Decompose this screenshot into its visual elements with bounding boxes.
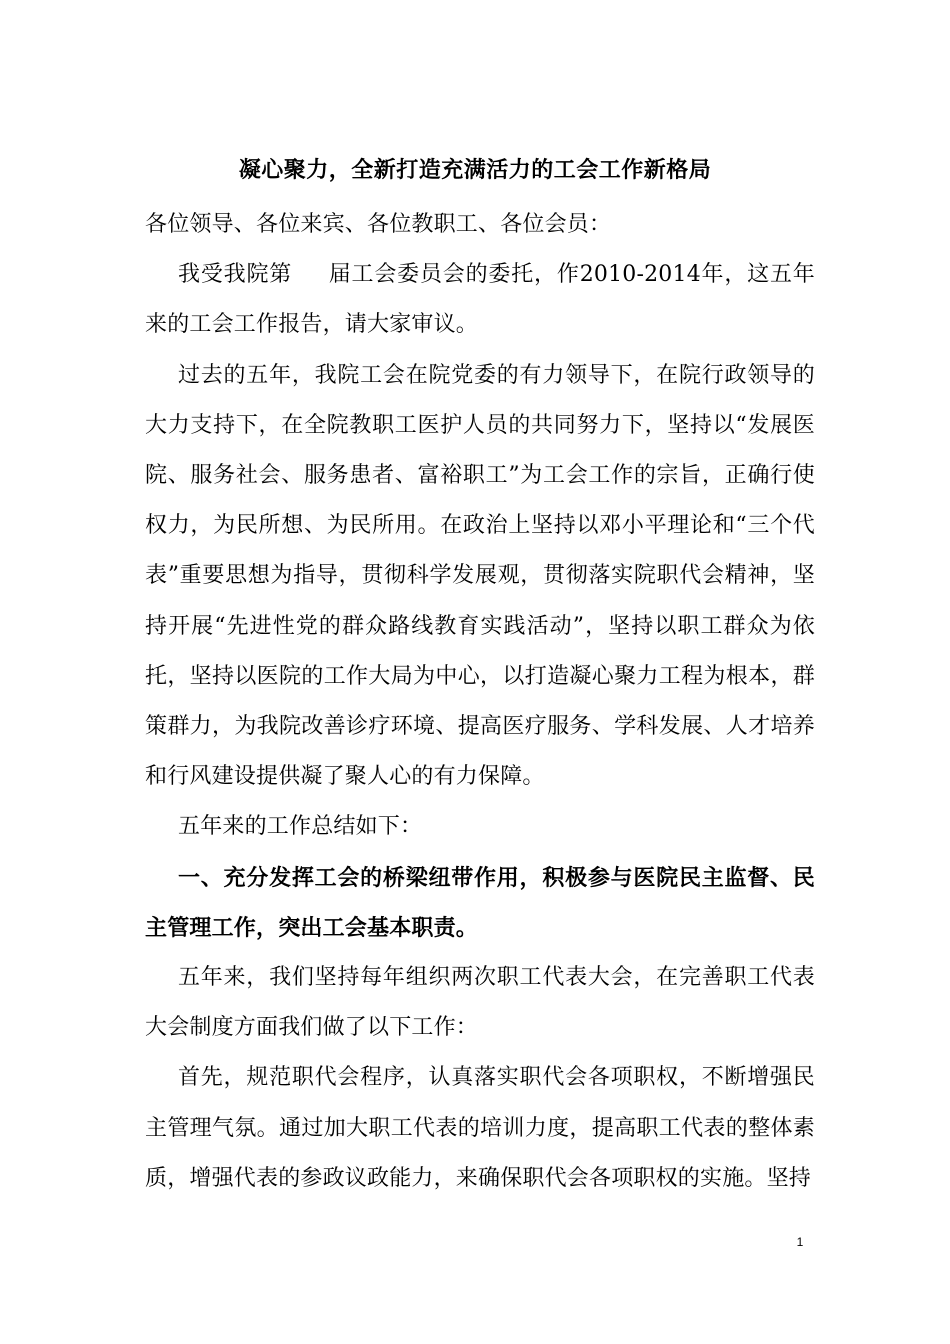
paragraph-congress: 五年来，我们坚持每年组织两次职工代表大会，在完善职工代表大会制度方面我们做了以下工作：	[145, 965, 815, 1041]
paragraph-entrustment-end: 届工会委员会的委托，作2010-2014年，这五年来的工会工作报告，请大家审议。	[145, 262, 815, 338]
paragraph-past-five-years: 过去的五年，我院工会在院党委的有力领导下，在院行政领导的大力支持下，在全院教职工医护人员的共同努力下，坚持以“发展医院、服务社会、服务患者、富裕职工”为工会工作的宗旨，正确行使权力，为民所想、为民所用。在政治上坚持以邓小平理论和“三个代表”重要思想为指导，贯彻科学发展观，贯彻落实院职代会精神，坚持开展“先进性党的群众路线教育实践活动”，坚持以职工群众为依托，坚持以医院的工作大局为中心，以打造凝心聚力工程为根本，群策群力，为我院改善诊疗环境、提高医疗服务、学科发展、人才培养和行风建设提供凝了聚人心的有力保障。	[145, 362, 815, 790]
document-title: 凝心聚力，全新打造充满活力的工会工作新格局	[238, 157, 712, 183]
paragraph-summary-intro: 五年来的工作总结如下：	[178, 814, 423, 840]
paragraph-entrustment	[145, 250, 815, 350]
section-heading-1: 一、充分发挥工会的桥梁纽带作用，积极参与医院民主监督、民主管理工作，突出工会基本职责。	[145, 864, 815, 941]
document-body	[145, 200, 815, 1204]
paragraph-first-measure: 首先，规范职代会程序，认真落实职代会各项职权，不断增强民主管理气氛。通过加大职工代表的培训力度，提高职工代表的整体素质，增强代表的参政议政能力，来确保职代会各项职权的实施。坚持	[145, 1065, 815, 1191]
page-number: 1	[796, 1235, 804, 1249]
salutation: 各位领导、各位来宾、各位教职工、各位会员：	[145, 212, 612, 237]
paragraph-entrustment-start: 我受我院第	[178, 262, 293, 288]
